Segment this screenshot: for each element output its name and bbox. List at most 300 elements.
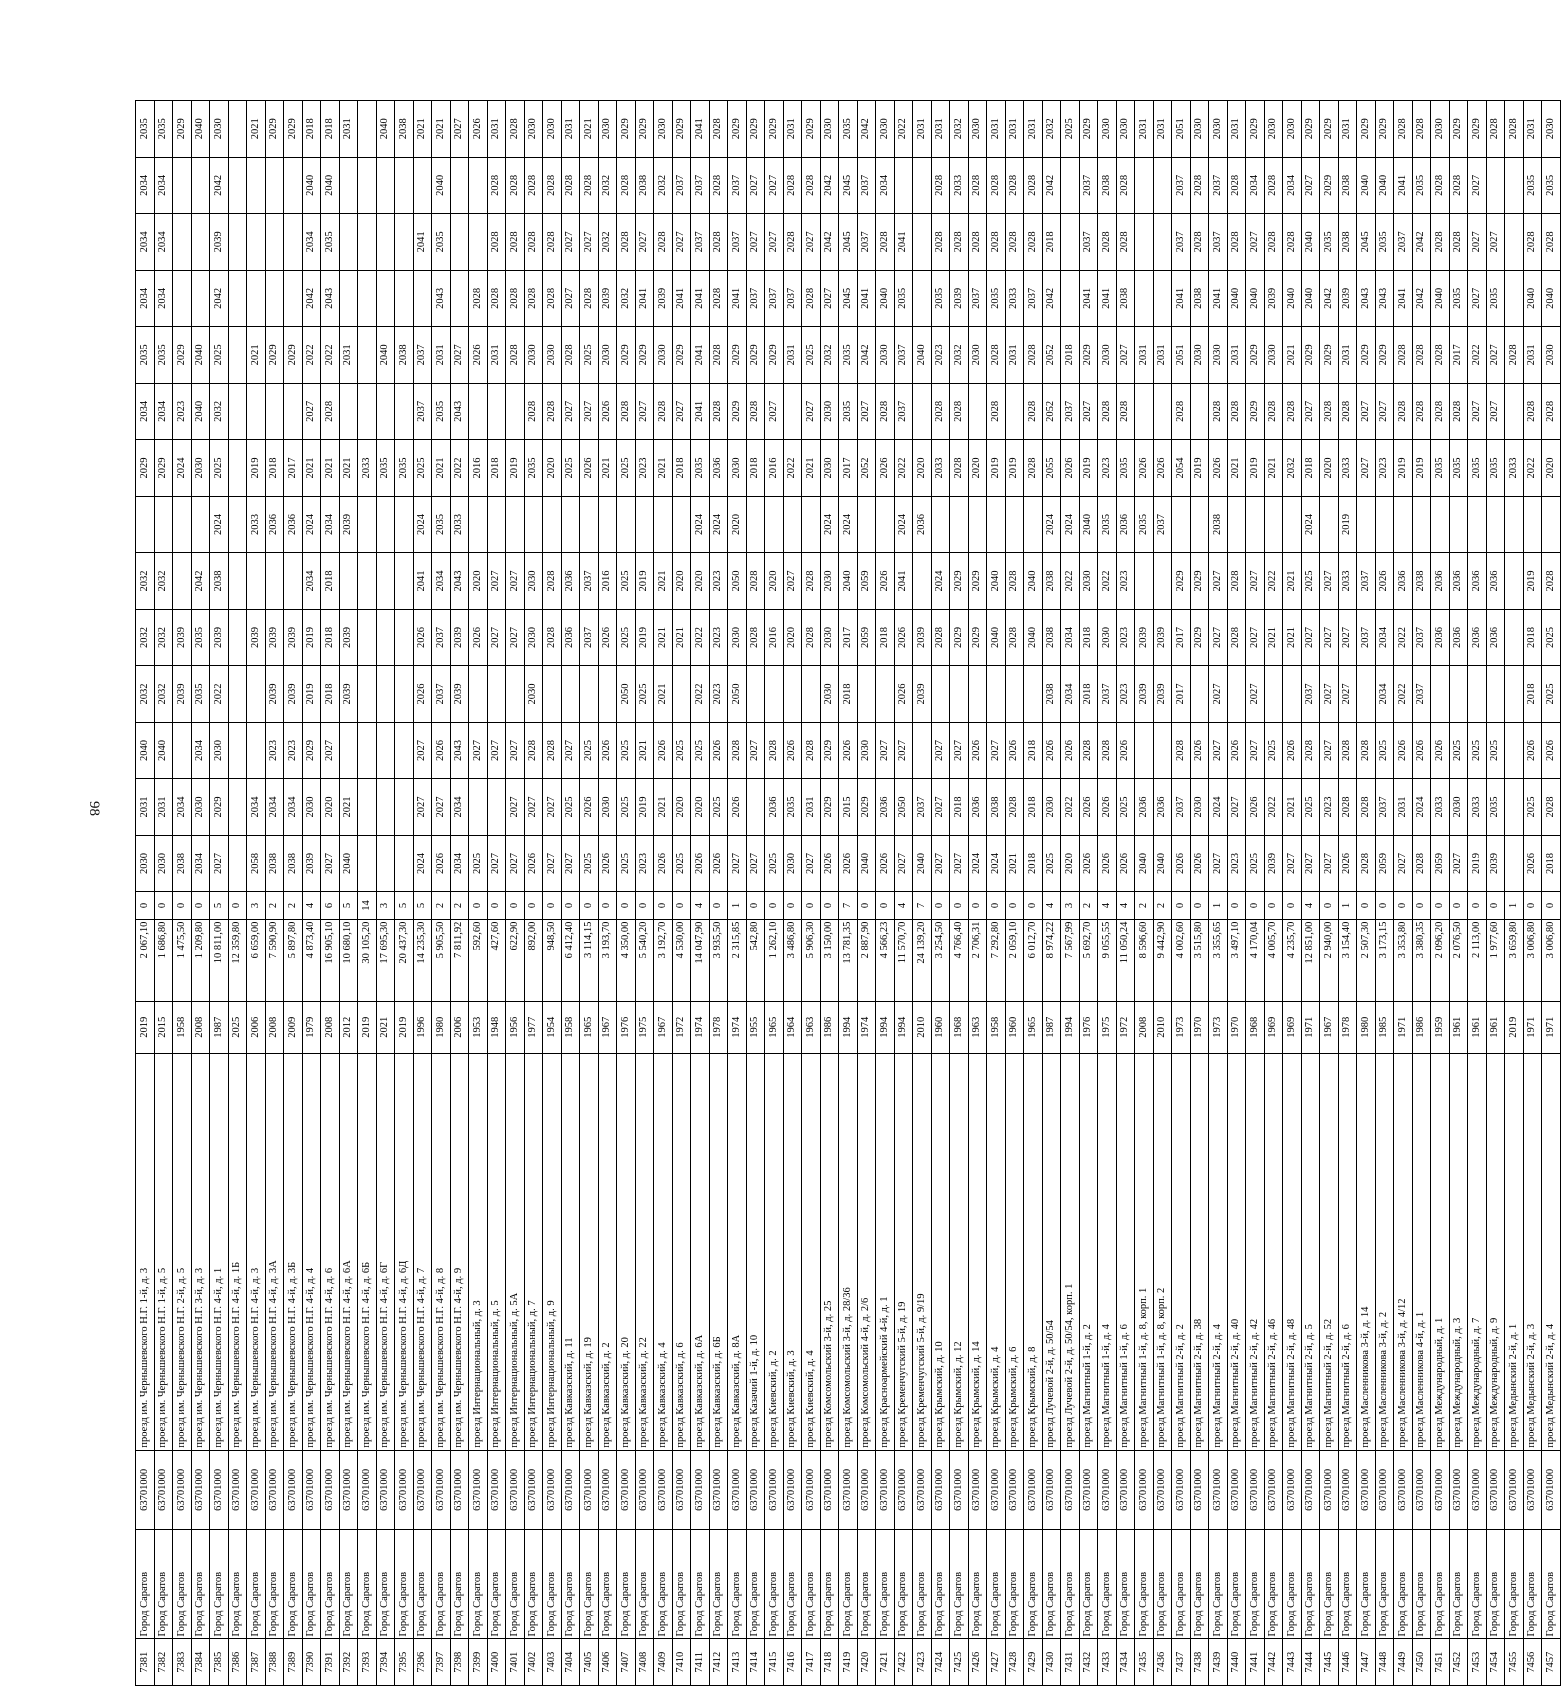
cell-count: 0 <box>820 892 839 919</box>
cell-count: 0 <box>783 892 802 919</box>
cell-y14: 2028 <box>506 101 525 158</box>
cell-y6: 2027 <box>1320 553 1339 610</box>
cell-y14: 2030 <box>524 101 543 158</box>
cell-year: 1973 <box>1172 1001 1191 1053</box>
cell-y4 <box>802 666 821 723</box>
cell-y6 <box>395 553 414 610</box>
cell-num: 7447 <box>1357 1639 1376 1686</box>
cell-num: 7381 <box>136 1639 155 1686</box>
cell-y13: 2042 <box>210 157 229 214</box>
cell-num: 7417 <box>802 1639 821 1686</box>
cell-y8: 2020 <box>968 440 987 497</box>
cell-area: 3 114,15 <box>580 919 599 1001</box>
table-row <box>839 101 858 1686</box>
cell-y8: 2020 <box>1320 440 1339 497</box>
cell-code: 63701000 <box>913 1450 932 1529</box>
cell-y7 <box>173 496 192 553</box>
cell-y8: 2025 <box>561 440 580 497</box>
cell-area: 4 005,70 <box>1264 919 1283 1001</box>
cell-area: 427,60 <box>487 919 506 1001</box>
cell-count: 0 <box>617 892 636 919</box>
cell-area: 13 781,35 <box>839 919 858 1001</box>
cell-y14: 2030 <box>1542 101 1561 158</box>
cell-y2: 2034 <box>265 779 284 836</box>
cell-y8: 2033 <box>931 440 950 497</box>
cell-address: проезд Магнитный 2-й, д. 38 <box>1190 1053 1209 1450</box>
cell-y14: 2029 <box>1357 101 1376 158</box>
cell-y11 <box>191 270 210 327</box>
cell-y13: 2028 <box>524 157 543 214</box>
table-row <box>746 101 765 1686</box>
table-row <box>191 101 210 1686</box>
cell-y12: 2027 <box>561 214 580 271</box>
cell-y1: 2040 <box>913 835 932 892</box>
table-row <box>136 101 155 1686</box>
cell-year: 2019 <box>358 1001 377 1053</box>
cell-y6: 2043 <box>450 553 469 610</box>
cell-address: проезд Магнитный 2-й, д. 5 <box>1301 1053 1320 1450</box>
cell-city: Город Саратов <box>524 1530 543 1639</box>
cell-y12: 2028 <box>1283 214 1302 271</box>
cell-y9: 2034 <box>136 383 155 440</box>
cell-y8: 2018 <box>265 440 284 497</box>
cell-y5: 2025 <box>1542 609 1561 666</box>
cell-y6 <box>1135 553 1154 610</box>
cell-year: 2006 <box>450 1001 469 1053</box>
cell-y2: 2033 <box>1431 779 1450 836</box>
cell-y8: 2022 <box>783 440 802 497</box>
cell-address: проезд Интернациональный, д. 9 <box>543 1053 562 1450</box>
cell-y14: 2031 <box>987 101 1006 158</box>
cell-y10: 2031 <box>1523 327 1542 384</box>
cell-y11: 2027 <box>820 270 839 327</box>
cell-area: 6 659,00 <box>247 919 266 1001</box>
cell-y11 <box>413 270 432 327</box>
cell-y3: 2026 <box>1061 722 1080 779</box>
cell-y1: 2030 <box>136 835 155 892</box>
cell-year: 1994 <box>1061 1001 1080 1053</box>
cell-y5: 2030 <box>524 609 543 666</box>
cell-code: 63701000 <box>931 1450 950 1529</box>
cell-y6: 2029 <box>968 553 987 610</box>
cell-y11: 2028 <box>709 270 728 327</box>
cell-y1: 2026 <box>598 835 617 892</box>
cell-y4: 2039 <box>284 666 303 723</box>
cell-count: 0 <box>1542 892 1561 919</box>
cell-y11: 2042 <box>210 270 229 327</box>
cell-area: 20 437,30 <box>395 919 414 1001</box>
cell-y9: 2028 <box>931 383 950 440</box>
cell-y11: 2037 <box>968 270 987 327</box>
cell-y13: 2037 <box>857 157 876 214</box>
cell-y9: 2029 <box>728 383 747 440</box>
cell-y2: 2029 <box>857 779 876 836</box>
table-row <box>1061 101 1080 1686</box>
cell-area: 2 315,85 <box>728 919 747 1001</box>
cell-y8: 2028 <box>950 440 969 497</box>
cell-year: 1986 <box>1412 1001 1431 1053</box>
cell-y9: 2027 <box>857 383 876 440</box>
cell-count: 0 <box>580 892 599 919</box>
cell-y4: 2023 <box>709 666 728 723</box>
cell-code: 63701000 <box>1486 1450 1505 1529</box>
cell-y11: 2040 <box>1301 270 1320 327</box>
cell-y1: 2039 <box>302 835 321 892</box>
cell-y11: 2028 <box>469 270 488 327</box>
cell-y2: 2021 <box>339 779 358 836</box>
cell-y5: 2027 <box>1320 609 1339 666</box>
cell-y11 <box>265 270 284 327</box>
cell-city: Город Саратов <box>802 1530 821 1639</box>
cell-y3: 2026 <box>432 722 451 779</box>
cell-y9 <box>1135 383 1154 440</box>
cell-city: Город Саратов <box>395 1530 414 1639</box>
cell-y10: 2040 <box>913 327 932 384</box>
cell-city: Город Саратов <box>1005 1530 1024 1639</box>
cell-y3: 2026 <box>654 722 673 779</box>
cell-code: 63701000 <box>820 1450 839 1529</box>
cell-y5: 2039 <box>1153 609 1172 666</box>
cell-y2: 2036 <box>968 779 987 836</box>
table-row <box>691 101 710 1686</box>
cell-num: 7452 <box>1449 1639 1468 1686</box>
cell-address: проезд им. Чернышевского Н.Г. 4-й, д. 6А <box>339 1053 358 1450</box>
cell-y3: 2027 <box>894 722 913 779</box>
cell-y12: 2028 <box>524 214 543 271</box>
cell-y7 <box>376 496 395 553</box>
cell-area: 9 442,90 <box>1153 919 1172 1001</box>
cell-count: 2 <box>1135 892 1154 919</box>
cell-y12: 2040 <box>1301 214 1320 271</box>
cell-y11 <box>395 270 414 327</box>
cell-city: Город Саратов <box>469 1530 488 1639</box>
cell-y8: 2032 <box>1283 440 1302 497</box>
cell-y7 <box>1190 496 1209 553</box>
cell-y10: 2031 <box>432 327 451 384</box>
cell-y2: 2024 <box>1412 779 1431 836</box>
cell-code: 63701000 <box>709 1450 728 1529</box>
cell-year: 2008 <box>321 1001 340 1053</box>
cell-y8: 2035 <box>524 440 543 497</box>
cell-count: 0 <box>950 892 969 919</box>
cell-y10: 2029 <box>728 327 747 384</box>
cell-y3 <box>1153 722 1172 779</box>
cell-city: Город Саратов <box>339 1530 358 1639</box>
cell-code: 63701000 <box>1468 1450 1487 1529</box>
cell-num: 7428 <box>1005 1639 1024 1686</box>
cell-address: проезд Магнитный 2-й, д. 46 <box>1264 1053 1283 1450</box>
cell-y13 <box>1153 157 1172 214</box>
cell-address: проезд Кременчугский 5-й, д. 19 <box>894 1053 913 1450</box>
table-row <box>154 101 173 1686</box>
cell-y5: 2036 <box>1431 609 1450 666</box>
cell-y3: 2027 <box>1246 722 1265 779</box>
cell-y8: 2033 <box>1338 440 1357 497</box>
cell-y5: 2037 <box>432 609 451 666</box>
cell-y3 <box>247 722 266 779</box>
cell-count: 0 <box>931 892 950 919</box>
cell-y7: 2036 <box>284 496 303 553</box>
cell-code: 63701000 <box>302 1450 321 1529</box>
cell-city: Город Саратов <box>210 1530 229 1639</box>
cell-y5: 2021 <box>654 609 673 666</box>
cell-year: 1958 <box>987 1001 1006 1053</box>
cell-y6: 2027 <box>783 553 802 610</box>
cell-y7: 2024 <box>691 496 710 553</box>
cell-year: 1972 <box>672 1001 691 1053</box>
cell-address: проезд Магнитный 1-й, д. 6 <box>1116 1053 1135 1450</box>
cell-code: 63701000 <box>1449 1450 1468 1529</box>
cell-y1: 2026 <box>1523 835 1542 892</box>
cell-y13: 2041 <box>1394 157 1413 214</box>
cell-count: 0 <box>635 892 654 919</box>
cell-area: 9 055,55 <box>1098 919 1117 1001</box>
cell-y3: 2026 <box>1190 722 1209 779</box>
cell-y7 <box>1505 496 1524 553</box>
cell-year: 1959 <box>1431 1001 1450 1053</box>
cell-y9 <box>913 383 932 440</box>
cell-y9: 2027 <box>1357 383 1376 440</box>
cell-y2: 2024 <box>1209 779 1228 836</box>
cell-y5: 2039 <box>173 609 192 666</box>
cell-y4: 2034 <box>1061 666 1080 723</box>
cell-y10: 2032 <box>820 327 839 384</box>
cell-count: 0 <box>136 892 155 919</box>
cell-area: 10 680,10 <box>339 919 358 1001</box>
cell-y4: 2018 <box>321 666 340 723</box>
cell-count: 2 <box>265 892 284 919</box>
cell-y8: 2030 <box>728 440 747 497</box>
cell-num: 7392 <box>339 1639 358 1686</box>
cell-y6: 2040 <box>987 553 1006 610</box>
cell-y4 <box>987 666 1006 723</box>
cell-num: 7436 <box>1153 1639 1172 1686</box>
cell-address: проезд Крымский, д. 14 <box>968 1053 987 1450</box>
cell-code: 63701000 <box>1264 1450 1283 1529</box>
cell-y11: 2038 <box>1116 270 1135 327</box>
cell-num: 7406 <box>598 1639 617 1686</box>
cell-address: проезд Киевский, д. 2 <box>765 1053 784 1450</box>
cell-address: проезд Магнитный 2-й, д. 52 <box>1320 1053 1339 1450</box>
cell-year: 1994 <box>894 1001 913 1053</box>
cell-city: Город Саратов <box>1024 1530 1043 1639</box>
cell-city: Город Саратов <box>154 1530 173 1639</box>
table-row <box>1338 101 1357 1686</box>
cell-y6: 2036 <box>1394 553 1413 610</box>
cell-y2: 2034 <box>284 779 303 836</box>
cell-y3: 2027 <box>469 722 488 779</box>
cell-address: проезд Крымский, д. 6 <box>1005 1053 1024 1450</box>
cell-y1 <box>376 835 395 892</box>
cell-y12: 2027 <box>802 214 821 271</box>
cell-y4: 2021 <box>654 666 673 723</box>
cell-y6 <box>228 553 247 610</box>
cell-y3: 2028 <box>1079 722 1098 779</box>
cell-y4: 2037 <box>1098 666 1117 723</box>
cell-y1: 2026 <box>1098 835 1117 892</box>
cell-num: 7398 <box>450 1639 469 1686</box>
cell-y14: 2029 <box>1375 101 1394 158</box>
cell-y11: 2041 <box>1079 270 1098 327</box>
table-row <box>1320 101 1339 1686</box>
cell-y14: 2021 <box>247 101 266 158</box>
cell-count: 0 <box>1246 892 1265 919</box>
cell-y1: 2023 <box>1227 835 1246 892</box>
cell-y9 <box>506 383 525 440</box>
cell-y2: 2027 <box>432 779 451 836</box>
cell-year: 1961 <box>1468 1001 1487 1053</box>
cell-y4 <box>783 666 802 723</box>
cell-count: 5 <box>339 892 358 919</box>
cell-y4 <box>358 666 377 723</box>
cell-y11: 2037 <box>765 270 784 327</box>
cell-y10: 2030 <box>543 327 562 384</box>
cell-num: 7437 <box>1172 1639 1191 1686</box>
cell-y5: 2019 <box>302 609 321 666</box>
cell-city: Город Саратов <box>1079 1530 1098 1639</box>
cell-y4: 2018 <box>1079 666 1098 723</box>
cell-y2 <box>746 779 765 836</box>
cell-address: проезд Магнитный 2-й, д. 40 <box>1227 1053 1246 1450</box>
cell-address: проезд Масленникова 3-й, д. 14 <box>1357 1053 1376 1450</box>
cell-num: 7424 <box>931 1639 950 1686</box>
cell-y8: 2055 <box>1042 440 1061 497</box>
cell-num: 7399 <box>469 1639 488 1686</box>
cell-y10: 2029 <box>746 327 765 384</box>
cell-address: проезд Международный, д. 7 <box>1468 1053 1487 1450</box>
cell-y3: 2027 <box>1320 722 1339 779</box>
table-row <box>728 101 747 1686</box>
table-row <box>968 101 987 1686</box>
cell-area: 948,50 <box>543 919 562 1001</box>
cell-num: 7389 <box>284 1639 303 1686</box>
cell-y10: 2028 <box>1431 327 1450 384</box>
cell-y6: 2020 <box>691 553 710 610</box>
cell-y10: 2029 <box>617 327 636 384</box>
rotated-table-wrapper <box>135 100 1556 1686</box>
cell-y5: 2021 <box>1264 609 1283 666</box>
cell-y11 <box>173 270 192 327</box>
cell-y11: 2042 <box>1320 270 1339 327</box>
cell-y1: 2027 <box>1283 835 1302 892</box>
cell-y14: 2029 <box>1301 101 1320 158</box>
cell-y4 <box>1449 666 1468 723</box>
cell-y14: 2021 <box>580 101 599 158</box>
cell-address: проезд Кавказский, д. 6А <box>691 1053 710 1450</box>
cell-y14: 2030 <box>654 101 673 158</box>
cell-address: проезд Магнитный 1-й, д. 4 <box>1098 1053 1117 1450</box>
table-row <box>413 101 432 1686</box>
cell-year: 1965 <box>765 1001 784 1053</box>
cell-y8: 2016 <box>469 440 488 497</box>
cell-y2: 2030 <box>1449 779 1468 836</box>
cell-y5: 2035 <box>191 609 210 666</box>
cell-city: Город Саратов <box>1542 1530 1561 1639</box>
cell-y2 <box>469 779 488 836</box>
cell-area: 7 292,80 <box>987 919 1006 1001</box>
cell-y14: 2031 <box>783 101 802 158</box>
cell-address: проезд Магнитный 2-й, д. 4 <box>1209 1053 1228 1450</box>
cell-y1: 2018 <box>1024 835 1043 892</box>
cell-code: 63701000 <box>284 1450 303 1529</box>
cell-code: 63701000 <box>654 1450 673 1529</box>
cell-y13: 2037 <box>1209 157 1228 214</box>
cell-y9 <box>783 383 802 440</box>
cell-y10: 2030 <box>1264 327 1283 384</box>
cell-y14: 2031 <box>1523 101 1542 158</box>
table-row <box>561 101 580 1686</box>
cell-y13: 2027 <box>746 157 765 214</box>
cell-y12: 2028 <box>987 214 1006 271</box>
cell-y13: 2035 <box>1523 157 1542 214</box>
cell-y8: 2018 <box>1301 440 1320 497</box>
cell-city: Город Саратов <box>617 1530 636 1639</box>
table-row <box>1209 101 1228 1686</box>
cell-year: 1967 <box>598 1001 617 1053</box>
cell-y9: 2028 <box>1449 383 1468 440</box>
cell-y2: 2018 <box>950 779 969 836</box>
cell-y1: 2027 <box>950 835 969 892</box>
cell-address: проезд Комсомольский 3-й, д. 25 <box>820 1053 839 1450</box>
cell-y14: 2030 <box>1431 101 1450 158</box>
cell-address: проезд им. Чернышевского Н.Г. 4-й, д. 3А <box>265 1053 284 1450</box>
cell-y12: 2028 <box>1449 214 1468 271</box>
cell-y9: 2028 <box>746 383 765 440</box>
cell-y1: 2027 <box>728 835 747 892</box>
cell-y4: 2018 <box>839 666 858 723</box>
cell-y12: 2027 <box>672 214 691 271</box>
cell-y13: 2028 <box>1431 157 1450 214</box>
cell-y3: 2026 <box>1431 722 1450 779</box>
cell-y11: 2040 <box>1542 270 1561 327</box>
cell-y4 <box>746 666 765 723</box>
table-row <box>1505 101 1524 1686</box>
cell-y4: 2023 <box>1116 666 1135 723</box>
cell-city: Город Саратов <box>543 1530 562 1639</box>
cell-y11: 2028 <box>802 270 821 327</box>
cell-code: 63701000 <box>265 1450 284 1529</box>
cell-y1: 2040 <box>857 835 876 892</box>
cell-num: 7449 <box>1394 1639 1413 1686</box>
cell-y6: 2041 <box>413 553 432 610</box>
cell-count: 0 <box>746 892 765 919</box>
cell-y5: 2040 <box>987 609 1006 666</box>
cell-y9 <box>339 383 358 440</box>
cell-code: 63701000 <box>1375 1450 1394 1529</box>
cell-y3: 2026 <box>1412 722 1431 779</box>
cell-y9: 2027 <box>302 383 321 440</box>
cell-y6: 2036 <box>1431 553 1450 610</box>
cell-y1: 2038 <box>173 835 192 892</box>
cell-y2: 2027 <box>524 779 543 836</box>
cell-code: 63701000 <box>1135 1450 1154 1529</box>
cell-count: 0 <box>173 892 192 919</box>
table-row <box>654 101 673 1686</box>
cell-y11: 2035 <box>894 270 913 327</box>
cell-y1: 2025 <box>1246 835 1265 892</box>
cell-y1: 2027 <box>1209 835 1228 892</box>
cell-y6: 2036 <box>1486 553 1505 610</box>
cell-num: 7421 <box>876 1639 895 1686</box>
cell-y12: 2028 <box>1264 214 1283 271</box>
cell-y12: 2032 <box>598 214 617 271</box>
cell-num: 7427 <box>987 1639 1006 1686</box>
cell-num: 7383 <box>173 1639 192 1686</box>
cell-y10: 2030 <box>654 327 673 384</box>
cell-y10: 2029 <box>265 327 284 384</box>
cell-year: 2019 <box>1505 1001 1524 1053</box>
cell-y6: 2029 <box>1172 553 1191 610</box>
